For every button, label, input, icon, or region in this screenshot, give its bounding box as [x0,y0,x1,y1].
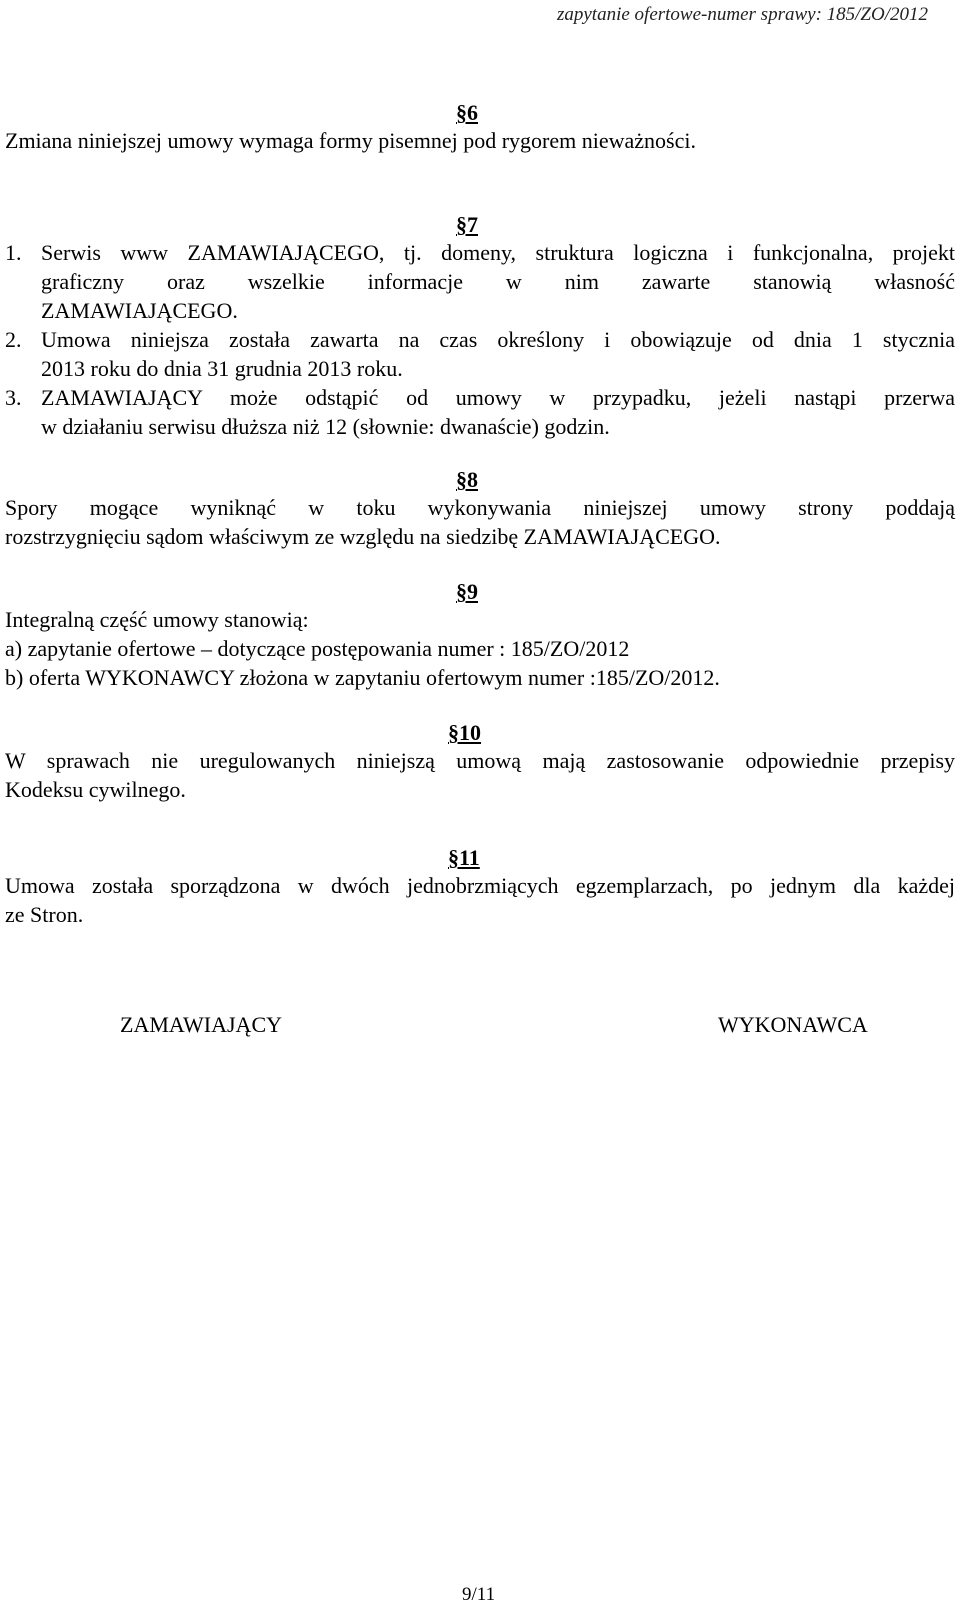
section-9-text-line-3: b) oferta WYKONAWCY złożona w zapytaniu ofertowym numer :185/ZO/2012. [5,665,720,690]
list-item [5,325,955,383]
section-6-mark: §6 [456,100,478,125]
section-10-text-line-2: Kodeksu cywilnego. [5,777,186,802]
section-7-list [5,238,955,441]
list-item-line: ZAMAWIAJĄCEGO. [41,298,238,323]
list-item-line: Umowa niniejsza została zawarta na czas określony i obowiązuje od dnia 1 stycznia [41,327,955,352]
list-item-line: Serwis www ZAMAWIAJĄCEGO, tj. domeny, struktura logiczna i funkcjonalna, projekt [41,240,955,265]
signature-zamawiajacy: ZAMAWIAJĄCY [120,1012,283,1037]
section-6-text: Zmiana niniejszej umowy wymaga formy pisemnej pod rygorem nieważności. [5,128,696,153]
section-10-text-line-1: W sprawach nie uregulowanych niniejszą umową mają zastosowanie odpowiednie przepisy [5,748,955,773]
section-7-mark: §7 [456,212,478,237]
signature-wykonawca: WYKONAWCA [718,1012,868,1037]
section-9-text-line-2: a) zapytanie ofertowe – dotyczące postępowania numer : 185/ZO/2012 [5,636,630,661]
list-item-line: 2013 roku do dnia 31 grudnia 2013 roku. [41,356,403,381]
section-10-mark: §10 [448,720,481,745]
page-number: 9/11 [462,1584,496,1605]
section-8-mark: §8 [456,467,478,492]
section-9-text-line-1: Integralną część umowy stanowią: [5,607,309,632]
section-8-text-line-1: Spory mogące wyniknąć w toku wykonywania niniejszej umowy strony poddają [5,495,955,520]
section-11-text-line-2: ze Stron. [5,902,84,927]
list-item-line: graficzny oraz wszelkie informacje w nim zawarte stanowią własność [41,269,955,294]
section-8-text-line-2: rozstrzygnięciu sądom właściwym ze względu na siedzibę ZAMAWIAJĄCEGO. [5,524,721,549]
list-item-number: 1. [5,240,22,265]
list-item-number: 2. [5,327,22,352]
section-11-text-line-1: Umowa została sporządzona w dwóch jednobrzmiących egzemplarzach, po jednym dla każdej [5,873,955,898]
section-11-mark: §11 [448,845,480,870]
page-header: zapytanie ofertowe-numer sprawy: 185/ZO/2012 [556,4,928,25]
list-item-number: 3. [5,385,22,410]
list-item-line: w działaniu serwisu dłuższa niż 12 (słownie: dwanaście) godzin. [41,414,610,439]
list-item [5,383,955,441]
list-item-line: ZAMAWIAJĄCY może odstąpić od umowy w przypadku, jeżeli nastąpi przerwa [41,385,955,410]
list-item [5,238,955,325]
section-9-mark: §9 [456,579,478,604]
